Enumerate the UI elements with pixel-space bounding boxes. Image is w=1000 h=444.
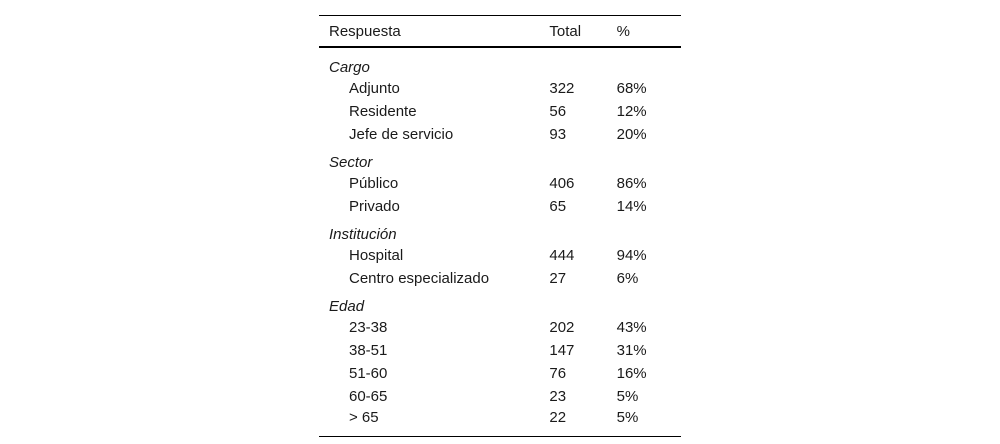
row-label: Hospital bbox=[349, 247, 404, 264]
row-total: 76 bbox=[549, 365, 567, 382]
survey-table-container bbox=[319, 15, 681, 437]
row-percent: 31% bbox=[616, 342, 647, 359]
row-label: 23-38 bbox=[349, 319, 388, 336]
row-label: 60-65 bbox=[349, 388, 388, 405]
table-header-row bbox=[319, 16, 681, 48]
table-row bbox=[319, 339, 681, 362]
row-percent: 20% bbox=[616, 126, 647, 143]
row-total: 444 bbox=[549, 247, 575, 264]
table-row bbox=[319, 195, 681, 218]
row-percent: 68% bbox=[616, 80, 647, 97]
row-total: 322 bbox=[549, 80, 575, 97]
row-total: 147 bbox=[549, 342, 575, 359]
header-respuesta: Respuesta bbox=[329, 22, 401, 40]
table-row bbox=[319, 316, 681, 339]
row-total: 406 bbox=[549, 175, 575, 192]
row-percent: 16% bbox=[616, 365, 647, 382]
survey-results-table bbox=[319, 15, 681, 437]
row-percent: 5% bbox=[617, 408, 681, 437]
row-label: > 65 bbox=[319, 408, 549, 437]
section-title: Sector bbox=[329, 154, 373, 171]
row-percent: 14% bbox=[616, 198, 647, 215]
row-percent: 43% bbox=[616, 319, 647, 336]
row-label: 51-60 bbox=[349, 365, 388, 382]
row-total: 56 bbox=[549, 103, 567, 120]
row-total: 202 bbox=[549, 319, 575, 336]
row-label: Público bbox=[349, 175, 399, 192]
section-title: Cargo bbox=[329, 59, 370, 76]
table-row bbox=[319, 172, 681, 195]
row-percent: 6% bbox=[616, 270, 639, 287]
table-row bbox=[319, 362, 681, 385]
section-row-cargo bbox=[319, 47, 681, 77]
row-label: Privado bbox=[349, 198, 400, 215]
row-total: 93 bbox=[549, 126, 567, 143]
row-percent: 94% bbox=[616, 247, 647, 264]
row-label: Centro especializado bbox=[349, 270, 490, 287]
row-total: 22 bbox=[549, 408, 616, 437]
table-row bbox=[319, 123, 681, 146]
section-row-edad bbox=[319, 290, 681, 316]
row-label: 38-51 bbox=[349, 342, 388, 359]
table-row bbox=[319, 77, 681, 100]
row-total: 65 bbox=[549, 198, 567, 215]
row-percent: 12% bbox=[616, 103, 647, 120]
section-title: Institución bbox=[329, 226, 397, 243]
row-label: Jefe de servicio bbox=[349, 126, 454, 143]
section-row-sector bbox=[319, 146, 681, 172]
header-total: Total bbox=[549, 22, 582, 40]
row-percent: 86% bbox=[616, 175, 647, 192]
table-row bbox=[319, 244, 681, 267]
row-total: 27 bbox=[549, 270, 567, 287]
table-row bbox=[319, 267, 681, 290]
table-row bbox=[319, 385, 681, 408]
row-total: 23 bbox=[549, 388, 567, 405]
row-label: Residente bbox=[349, 103, 417, 120]
section-title: Edad bbox=[329, 298, 365, 315]
section-row-institucion bbox=[319, 218, 681, 244]
table-row bbox=[319, 408, 681, 437]
row-label: Adjunto bbox=[349, 80, 400, 97]
table-row bbox=[319, 100, 681, 123]
header-percent: % bbox=[616, 22, 630, 40]
row-percent: 5% bbox=[616, 388, 639, 405]
